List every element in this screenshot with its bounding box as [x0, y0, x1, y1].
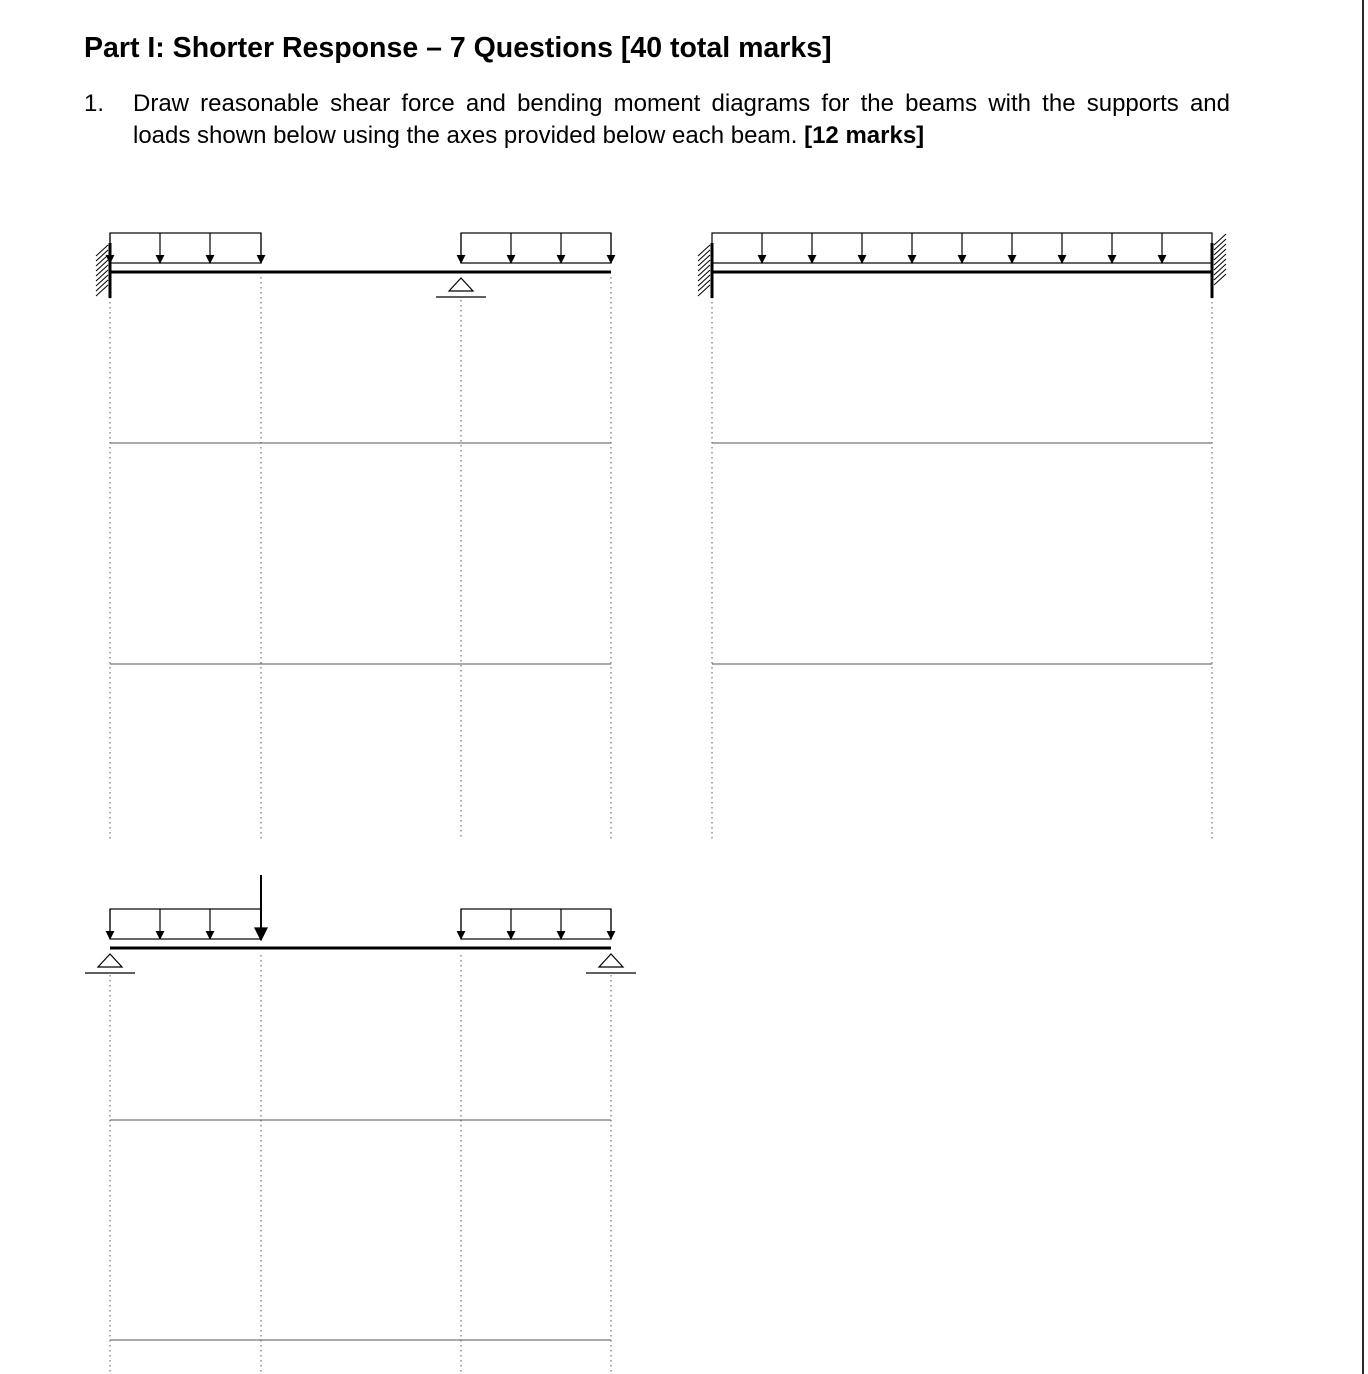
beam-3-figure [85, 875, 636, 1374]
beam-2-guide-lines [712, 297, 1212, 840]
beam-2-fixed-support-left [698, 243, 712, 298]
beam-1-figure [96, 233, 611, 840]
question-marks: [12 marks] [804, 122, 925, 149]
beam-2-udl [712, 233, 1212, 263]
beam-2-fixed-support-right [1212, 234, 1226, 298]
beam-3-udl-left [110, 909, 261, 939]
section-heading: Part I: Shorter Response – 7 Questions [40 total marks] [84, 32, 832, 64]
beam-3-pin-support-left [85, 954, 135, 973]
question-body: Draw reasonable shear force and bending moment diagrams for the beams with the supports and loads shown below using the axes provided below each beam. [133, 90, 1230, 149]
beam-3-pin-support-right [586, 954, 636, 973]
beam-1-guide-lines [110, 277, 611, 840]
beam-2-figure [698, 233, 1226, 840]
beam-1-fixed-support-left [96, 243, 110, 298]
beam-1-pin-support [436, 278, 486, 297]
question-number: 1. [84, 90, 105, 117]
beam-3-udl-right [461, 909, 611, 939]
beam-1-udl-right [461, 233, 611, 263]
beam-3-guide-lines [110, 955, 611, 1374]
beam-1-udl-left [110, 233, 261, 263]
